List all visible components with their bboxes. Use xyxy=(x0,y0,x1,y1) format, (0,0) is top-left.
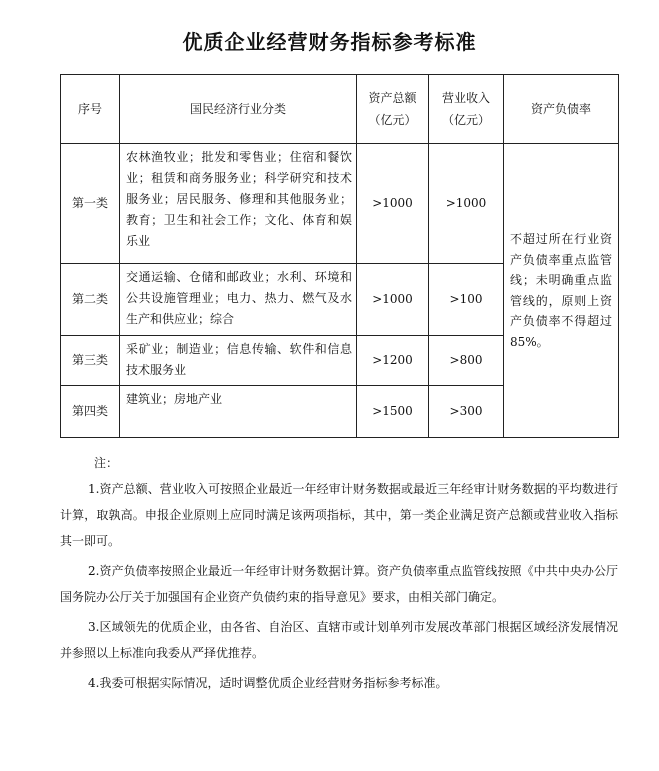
header-assets xyxy=(357,75,429,144)
header-assets-line1: 资产总额 xyxy=(368,91,417,105)
revenue-cell: >300 xyxy=(429,386,504,438)
category-cell: 第四类 xyxy=(61,386,120,438)
header-debt-ratio: 资产负债率 xyxy=(504,75,619,144)
category-cell: 第一类 xyxy=(61,144,120,264)
header-revenue-line2: （亿元） xyxy=(441,113,490,127)
table-header-row xyxy=(61,75,619,144)
category-cell: 第二类 xyxy=(61,264,120,336)
debt-ratio-cell: 不超过所在行业资产负债率重点监管线；未明确重点监管线的，原则上资产负债率不得超过85%。 xyxy=(504,144,619,438)
assets-cell: >1000 xyxy=(357,264,429,336)
assets-cell: >1200 xyxy=(357,336,429,386)
revenue-cell: >800 xyxy=(429,336,504,386)
notes-label: 注： xyxy=(94,456,119,470)
category-cell: 第三类 xyxy=(61,336,120,386)
industry-cell: 农林渔牧业；批发和零售业；住宿和餐饮业；租赁和商务服务业；科学研究和技术服务业；居民服务、修理和其他服务业；教育；卫生和社会工作；文化、体育和娱乐业 xyxy=(120,144,357,264)
header-industry: 国民经济行业分类 xyxy=(120,75,357,144)
header-index: 序号 xyxy=(61,75,120,144)
revenue-cell: >1000 xyxy=(429,144,504,264)
notes-section xyxy=(60,450,618,700)
revenue-cell: >100 xyxy=(429,264,504,336)
document-title: 优质企业经营财务指标参考标准 xyxy=(182,30,477,54)
industry-cell: 建筑业；房地产业 xyxy=(120,386,357,438)
header-revenue xyxy=(429,75,504,144)
assets-cell: >1000 xyxy=(357,144,429,264)
industry-cell: 交通运输、仓储和邮政业；水利、环境和公共设施管理业；电力、热力、燃气及水生产和供应业；综合 xyxy=(120,264,357,336)
header-assets-line2: （亿元） xyxy=(368,113,417,127)
note-item-2: 2.资产负债率按照企业最近一年经审计财务数据计算。资产负债率重点监管线按照《中共中央办公厅 国务院办公厅关于加强国有企业资产负债约束的指导意见》要求，由相关部门确定。 xyxy=(60,564,618,604)
note-item-3: 3.区域领先的优质企业，由各省、自治区、直辖市或计划单列市发展改革部门根据区域经济发展情况并参照以上标准向我委从严择优推荐。 xyxy=(60,620,618,660)
header-revenue-line1: 营业收入 xyxy=(441,91,490,105)
industry-cell: 采矿业；制造业；信息传输、软件和信息技术服务业 xyxy=(120,336,357,386)
table-row xyxy=(61,144,619,264)
note-item-1: 1.资产总额、营业收入可按照企业最近一年经审计财务数据或最近三年经审计财务数据的平均数进行计算，取孰高。申报企业原则上应同时满足该两项指标，其中，第一类企业满足资产总额或营业收入指标其一即可。 xyxy=(60,482,618,548)
assets-cell: >1500 xyxy=(357,386,429,438)
standards-table xyxy=(60,74,619,438)
note-item-4: 4.我委可根据实际情况，适时调整优质企业经营财务指标参考标准。 xyxy=(88,676,448,690)
